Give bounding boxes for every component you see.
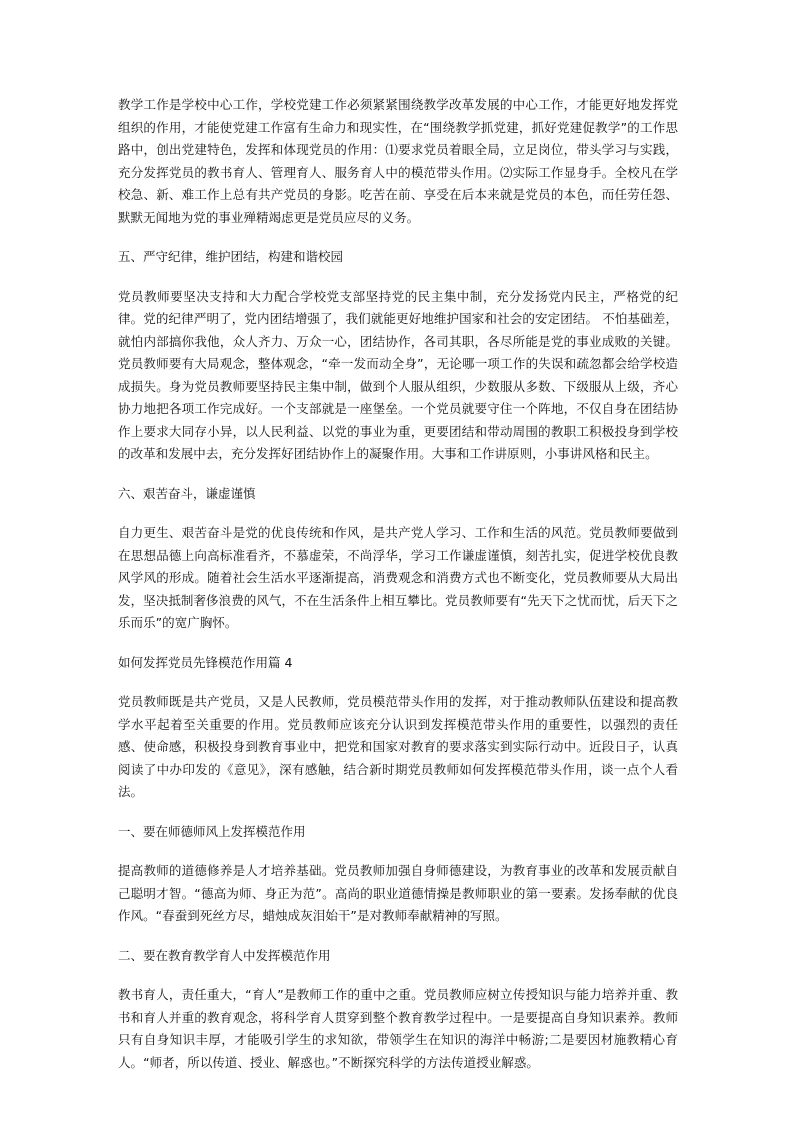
paragraph-teaching-education: 教书育人，责任重大，“育人”是教师工作的重中之重。党员教师应树立传授知识与能力培养并重、教书和育人并重的教育观念，将科学育人贯穿到整个教育教学过程中。一是要提高自身知识素养。教师只有自身知识丰厚，才能吸引学生的求知欲，带领学生在知识的海洋中畅游;二是要因材施教精心育人。“师者，所以传道、授业、解惑也。”不断探究科学的方法传道授业解惑。 (118, 987, 678, 1070)
heading-teaching-education: 二、要在教育教学育人中发挥模范作用 (118, 947, 331, 963)
heading-teacher-ethics: 一、要在师德师风上发挥模范作用 (118, 823, 306, 839)
document-page (118, 94, 678, 1074)
heading-section-5: 五、严守纪律，维护团结，构建和谐校园 (118, 249, 344, 264)
heading-section-6: 六、艰苦奋斗，谦虚谨慎 (118, 485, 256, 501)
paragraph-part4-intro: 党员教师既是共产党员，又是人民教师，党员模范带头作用的发挥，对于推动教师队伍建设和提高教学水平起着至关重要的作用。党员教师应该充分认识到发挥模范带头作用的重要性，以强烈的责任感、使命感，积极投身到教育事业中，把党和国家对教育的要求落实到实际行动中。近段日子，认真阅读了中办印发的《意见》，深有感触，结合新时期党员教师如何发挥模范带头作用，谈一点个人看法。 (118, 694, 678, 799)
heading-part-4: 如何发挥党员先锋模范作用篇 4 (118, 654, 293, 670)
paragraph-hard-work-modesty: 自力更生、艰苦奋斗是党的优良传统和作风，是共产党人学习、工作和生活的风范。党员教师要做到在思想品德上向高标准看齐，不慕虚荣，不尚浮华，学习工作谦虚谨慎，刻苦扎实，促进学校优良教风学风的形成。随着社会生活水平逐渐提高，消费观念和消费方式也不断变化，党员教师要从大局出发，坚决抵制奢侈浪费的风气，不在生活条件上相互攀比。党员教师要有“先天下之忧而忧，后天下之乐而乐”的宽广胸怀。 (118, 525, 678, 630)
paragraph-discipline-unity: 党员教师要坚决支持和大力配合学校党支部坚持党的民主集中制，充分发扬党内民主，严格党的纪律。党的纪律严明了，党内团结增强了，我们就能更好地维护国家和社会的安定团结。 不怕基础差，就怕内部搞你我他，众人齐力、万众一心，团结协作，各司其职，各尽所能是党的事业成败的关键。党员教师要有大局观念，整体观念，“牵一发而动全身”，无论哪一项工作的失误和疏忽都会给学校造成损失。身为党员教师要坚持民主集中制，做到个人服从组织，少数服从多数、下级服从上级，齐心协力地把各项工作完成好。一个支部就是一座堡垒。一个党员就要守住一个阵地，不仅自身在团结协作上要求大同存小异，以人民利益、以党的事业为重，更要团结和带动周围的教职工积极投身到学校的改革和发展中去，充分发挥好团结协作上的凝聚作用。大事和工作讲原则，小事讲风格和民主。 (118, 288, 678, 461)
paragraph-teacher-ethics: 提高教师的道德修养是人才培养基础。党员教师加强自身师德建设，为教育事业的改革和发展贡献自己聪明才智。“德高为师、身正为范”。高尚的职业道德情操是教师职业的第一要素。发扬奉献的优良作风。“春蚕到死丝方尽，蜡烛成灰泪始干”是对教师奉献精神的写照。 (118, 863, 678, 923)
paragraph-party-building-teaching: 教学工作是学校中心工作，学校党建工作必须紧紧围绕教学改革发展的中心工作，才能更好地发挥党组织的作用，才能使党建工作富有生命力和现实性，在“围绕教学抓党建，抓好党建促教学”的工作思路中，创出党建特色，发挥和体现党员的作用：⑴要求党员着眼全局，立足岗位，带头学习与实践，充分发挥党员的教书育人、管理育人、服务育人中的模范带头作用。⑵实际工作显身手。全校凡在学校急、新、难工作上总有共产党员的身影。吃苦在前、享受在后本来就是党员的本色，而任劳任怨、默默无闻地为党的事业殚精竭虑更是党员应尽的义务。 (118, 97, 678, 225)
